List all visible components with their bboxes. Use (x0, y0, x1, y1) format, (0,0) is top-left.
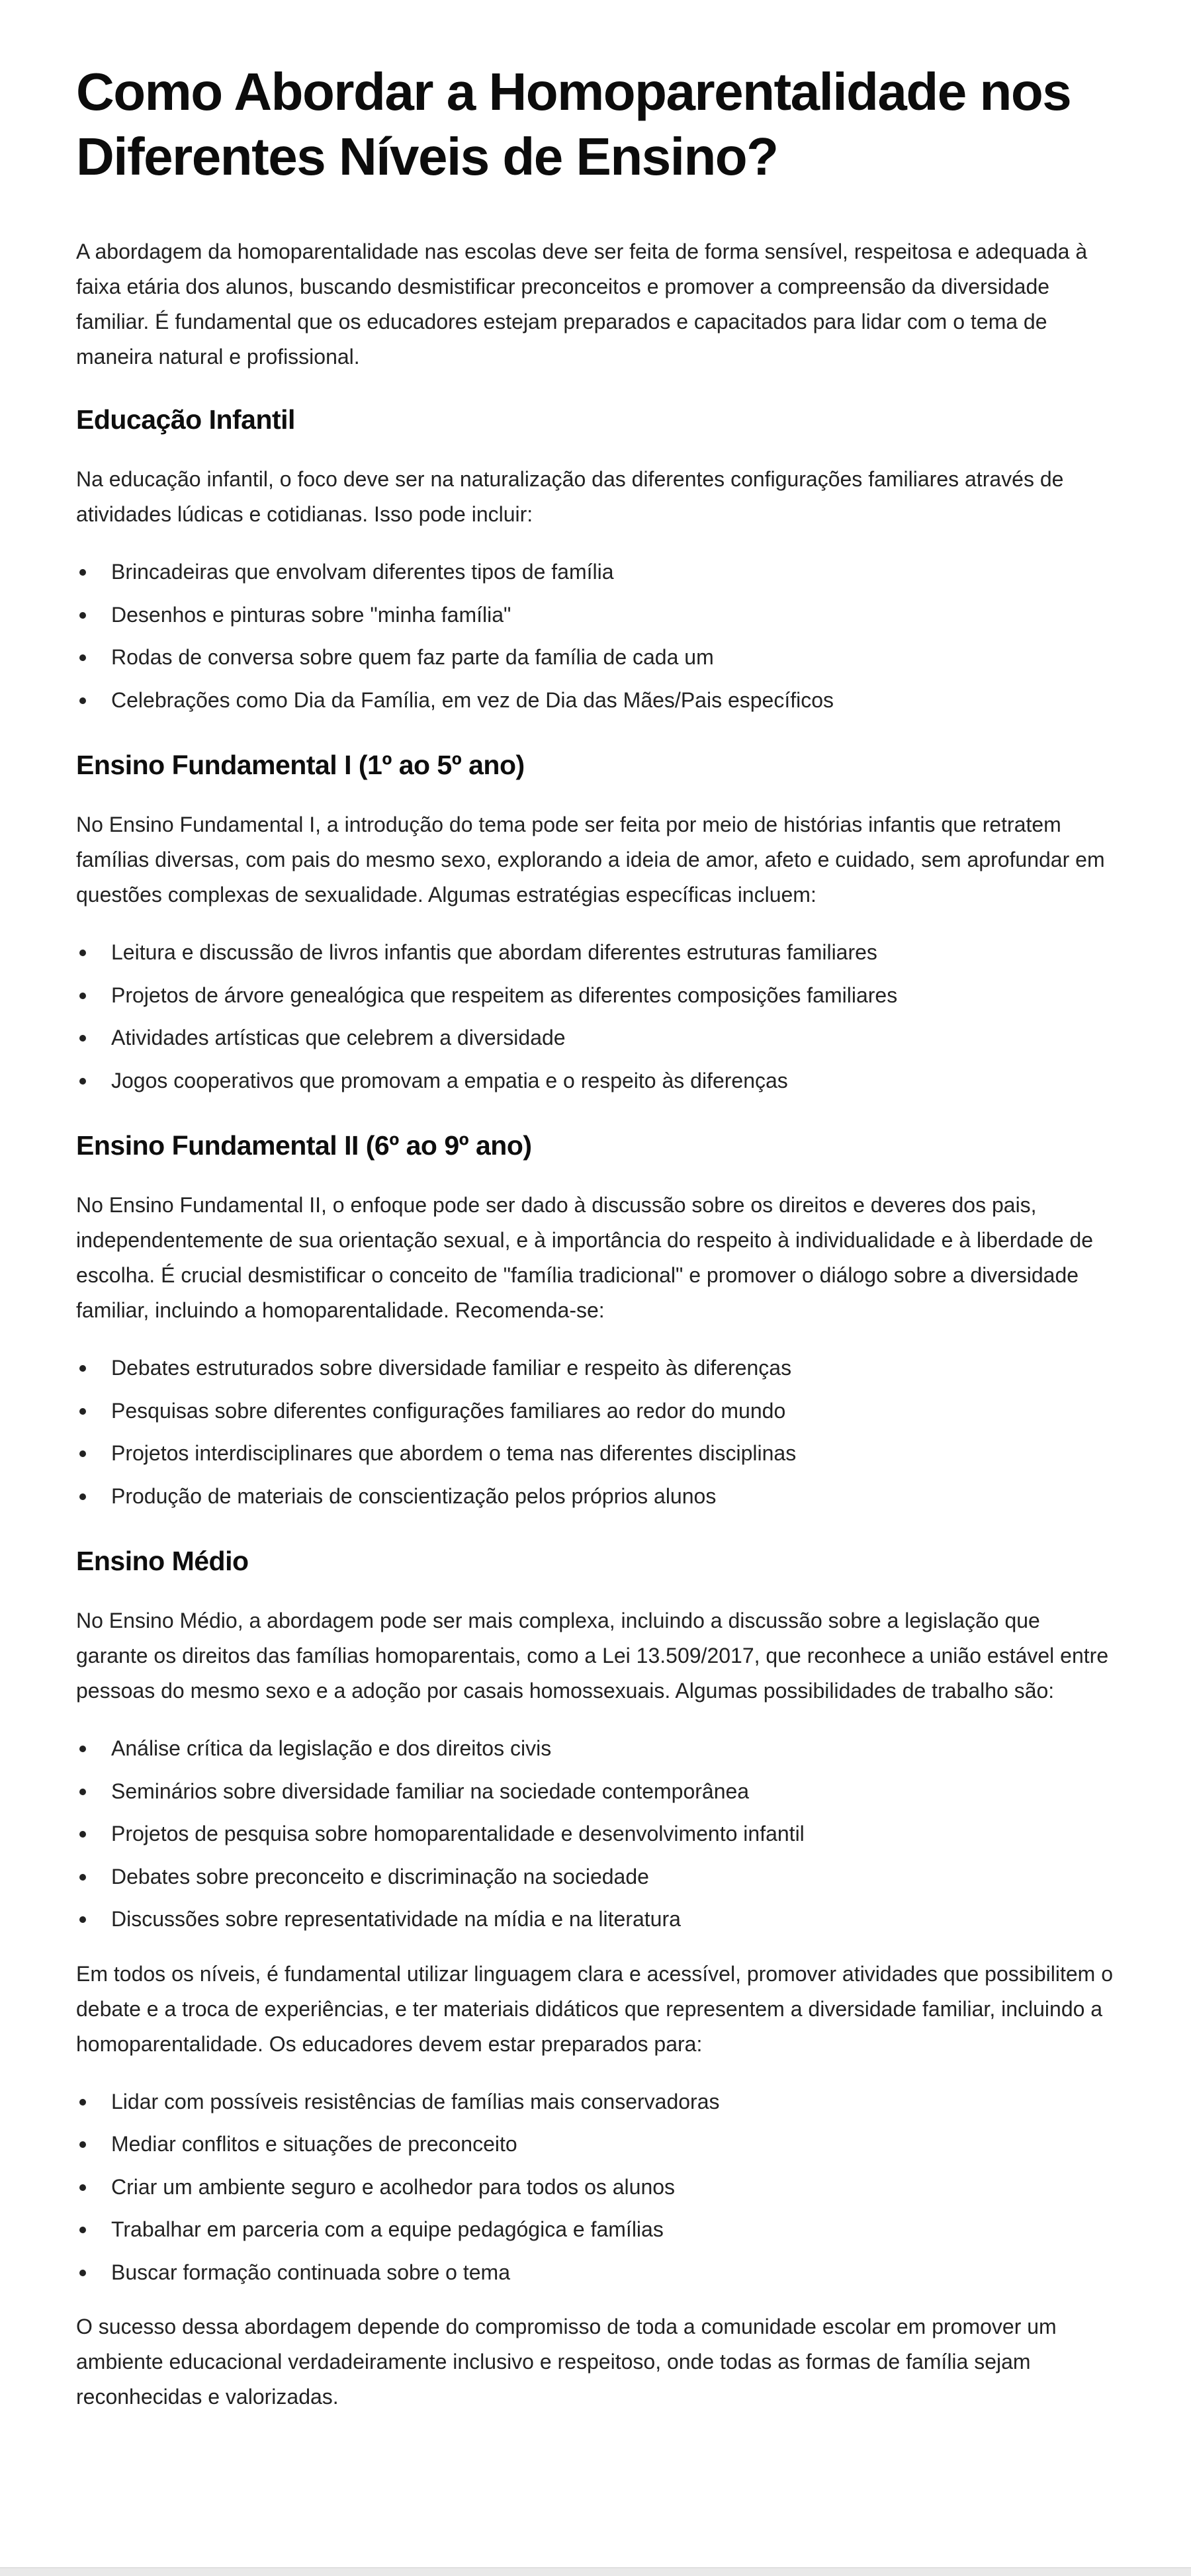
list-item: Rodas de conversa sobre quem faz parte da família de cada um (76, 636, 1115, 679)
section-paragraph: Na educação infantil, o foco deve ser na naturalização das diferentes configurações familiares através de atividades lúdicas e cotidianas. Isso pode incluir: (76, 467, 1064, 526)
list-item: Criar um ambiente seguro e acolhedor para todos os alunos (76, 2166, 1115, 2209)
bullet-list (76, 551, 1115, 721)
list-item: Leitura e discussão de livros infantis que abordam diferentes estruturas familiares (76, 931, 1115, 974)
section-heading-fundamental-1: Ensino Fundamental I (1º ao 5º ano) (76, 750, 525, 780)
list-item: Atividades artísticas que celebrem a diversidade (76, 1016, 1115, 1059)
list-item: Lidar com possíveis resistências de famílias mais conservadoras (76, 2080, 1115, 2123)
list-item: Brincadeiras que envolvam diferentes tipos de família (76, 551, 1115, 594)
section-paragraph: No Ensino Médio, a abordagem pode ser mais complexa, incluindo a discussão sobre a legislação que garante os direitos das famílias homoparentais, como a Lei 13.509/2017, que reconhece a união estável entre pessoas do mesmo sexo e a adoção por casais homossexuais. Algumas possibilidades de trabalho são: (76, 1609, 1109, 1703)
list-item: Projetos interdisciplinares que abordem o tema nas diferentes disciplinas (76, 1432, 1115, 1475)
list-item: Projetos de pesquisa sobre homoparentalidade e desenvolvimento infantil (76, 1812, 1115, 1855)
list-item: Trabalhar em parceria com a equipe pedagógica e famílias (76, 2208, 1115, 2251)
bullet-list (76, 931, 1115, 1102)
list-item: Celebrações como Dia da Família, em vez de Dia das Mães/Pais específicos (76, 679, 1115, 722)
list-item: Seminários sobre diversidade familiar na sociedade contemporânea (76, 1770, 1115, 1813)
section-heading-educacao-infantil: Educação Infantil (76, 404, 295, 435)
list-item: Jogos cooperativos que promovam a empatia e o respeito às diferenças (76, 1059, 1115, 1102)
list-item: Desenhos e pinturas sobre "minha família" (76, 594, 1115, 637)
section-heading-ensino-medio: Ensino Médio (76, 1546, 249, 1576)
article (76, 60, 1115, 2415)
list-item: Produção de materiais de conscientização pelos próprios alunos (76, 1475, 1115, 1518)
bullet-list (76, 1727, 1115, 1941)
section-heading-fundamental-2: Ensino Fundamental II (6º ao 9º ano) (76, 1130, 532, 1161)
list-item: Mediar conflitos e situações de preconceito (76, 2123, 1115, 2166)
page-title: Como Abordar a Homoparentalidade nos Diferentes Níveis de Ensino? (76, 62, 1071, 186)
intro-paragraph: A abordagem da homoparentalidade nas escolas deve ser feita de forma sensível, respeitosa e adequada à faixa etária dos alunos, buscando desmistificar preconceitos e promover a compreensão da diversidade familiar. É fundamental que os educadores estejam preparados e capacitados para lidar com o tema de maneira natural e profissional. (76, 240, 1088, 369)
section-paragraph: No Ensino Fundamental I, a introdução do tema pode ser feita por meio de histórias infantis que retratem famílias diversas, com pais do mesmo sexo, explorando a ideia de amor, afeto e cuidado, sem aprofundar em questões complexas de sexualidade. Algumas estratégias específicas incluem: (76, 813, 1105, 907)
bullet-list (76, 2080, 1115, 2294)
list-item: Análise crítica da legislação e dos direitos civis (76, 1727, 1115, 1770)
section-paragraph: No Ensino Fundamental II, o enfoque pode ser dado à discussão sobre os direitos e deveres dos pais, independentemente de sua orientação sexual, e à importância do respeito à individualidade e à liberdade de escolha. É crucial desmistificar o conceito de "família tradicional" e promover o diálogo sobre a diversidade familiar, incluindo a homoparentalidade. Recomenda-se: (76, 1193, 1094, 1322)
list-item: Discussões sobre representatividade na mídia e na literatura (76, 1898, 1115, 1941)
list-item: Buscar formação continuada sobre o tema (76, 2251, 1115, 2294)
closing-paragraph: O sucesso dessa abordagem depende do compromisso de toda a comunidade escolar em promover um ambiente educacional verdadeiramente inclusivo e respeitoso, onde todas as formas de família sejam reconhecidas e valorizadas. (76, 2315, 1057, 2409)
list-item: Debates sobre preconceito e discriminação na sociedade (76, 1855, 1115, 1898)
list-item: Pesquisas sobre diferentes configurações familiares ao redor do mundo (76, 1390, 1115, 1433)
list-item: Projetos de árvore genealógica que respeitem as diferentes composições familiares (76, 974, 1115, 1017)
bottom-divider (0, 2567, 1191, 2576)
general-paragraph: Em todos os níveis, é fundamental utilizar linguagem clara e acessível, promover atividades que possibilitem o debate e a troca de experiências, e ter materiais didáticos que representem a diversidade familiar, incluindo a homoparentalidade. Os educadores devem estar preparados para: (76, 1961, 1114, 2056)
bullet-list (76, 1347, 1115, 1517)
list-item: Debates estruturados sobre diversidade familiar e respeito às diferenças (76, 1347, 1115, 1390)
